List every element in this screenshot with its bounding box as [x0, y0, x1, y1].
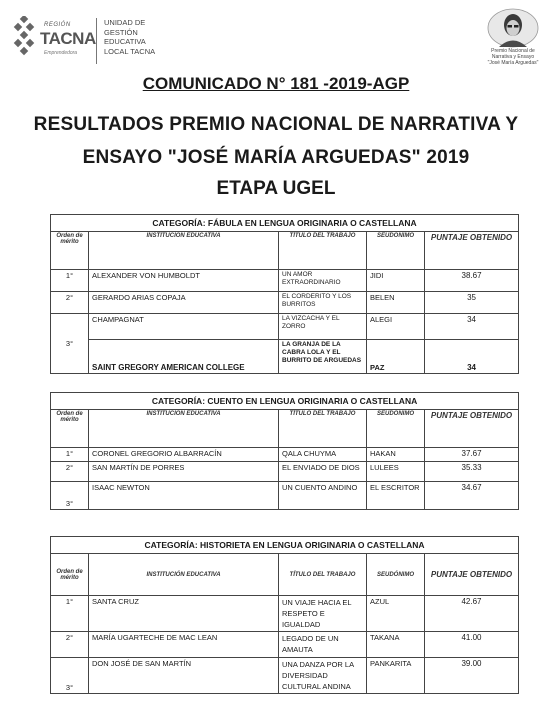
- letterhead: [0, 0, 552, 72]
- col-header-institucion: INSTITUCIÓN EDUCATIVA: [89, 410, 279, 448]
- col-header-seudonimo: SEUDÓNIMO: [367, 410, 425, 448]
- region-logo-icon: [12, 16, 36, 56]
- col-header-puntaje: PUNTAJE OBTENIDO: [425, 232, 519, 270]
- region-name: TACNA: [40, 29, 96, 48]
- stage-heading: ETAPA UGEL: [216, 178, 336, 199]
- results-table-fabula: [50, 214, 519, 374]
- col-header-seudonimo: SEUDÓNIMO: [367, 554, 425, 596]
- table-row: 1° ALEXANDER VON HUMBOLDT UN AMOR EXTRAORDINARIO JIDI 38.67: [51, 270, 519, 292]
- ugel-name: UNIDAD DE GESTIÓN EDUCATIVA LOCAL TACNA: [104, 18, 156, 56]
- results-table-cuento: [50, 392, 519, 510]
- arguedas-portrait-icon: [487, 8, 539, 48]
- region-label-small: REGIÓN: [44, 22, 71, 28]
- col-header-titulo: TÍTULO DEL TRABAJO: [279, 554, 367, 596]
- table-row: 2° SAN MARTÍN DE PORRES EL ENVIADO DE DIOS LULEES 35.33: [51, 462, 519, 482]
- table-row: 1° CORONEL GREGORIO ALBARRACÍN QALA CHUYMA HAKAN 37.67: [51, 448, 519, 462]
- header-divider: [96, 18, 97, 64]
- col-header-orden: Orden de mérito: [51, 232, 89, 270]
- region-tagline: Emprendedora: [44, 50, 78, 56]
- col-header-titulo: TÍTULO DEL TRABAJO: [279, 232, 367, 270]
- prize-caption: Premio Nacional de Narrativa y Ensayo "José María Arguedas": [487, 48, 539, 66]
- category-title: CATEGORÍA: HISTORIETA EN LENGUA ORIGINARIA O CASTELLANA: [51, 537, 519, 554]
- communique-number: COMUNICADO N° 181 -2019-AGP: [142, 74, 410, 93]
- col-header-institucion: INSTITUCIÓN EDUCATIVA: [89, 554, 279, 596]
- col-header-puntaje: PUNTAJE OBTENIDO: [425, 410, 519, 448]
- table-row: 1° SANTA CRUZ UN VIAJE HACIA EL RESPETO E IGUALDAD AZUL 42.67: [51, 596, 519, 632]
- table-row: 2° MARÍA UGARTECHE DE MAC LEAN LEGADO DE UN AMAUTA TAKANA 41.00: [51, 632, 519, 658]
- col-header-orden: Orden de mérito: [51, 410, 89, 448]
- results-table-historieta: [50, 536, 519, 694]
- category-title: CATEGORÍA: FÁBULA EN LENGUA ORIGINARIA O CASTELLANA: [51, 215, 519, 232]
- table-row: 2° GERARDO ARIAS COPAJA EL CORDERITO Y LOS BURRITOS BELEN 35: [51, 292, 519, 314]
- col-header-puntaje: PUNTAJE OBTENIDO: [425, 554, 519, 596]
- table-row: 3° DON JOSÉ DE SAN MARTÍN UNA DANZA POR LA DIVERSIDAD CULTURAL ANDINA PANKARITA 39.00: [51, 658, 519, 694]
- page-title: RESULTADOS PREMIO NACIONAL DE NARRATIVA Y ENSAYO "JOSÉ MARÍA ARGUEDAS" 2019: [33, 114, 519, 168]
- col-header-seudonimo: SEUDÓNIMO: [367, 232, 425, 270]
- table-row: 3° CHAMPAGNAT LA VIZCACHA Y EL ZORRO ALEGI 34: [51, 314, 519, 340]
- col-header-orden: Orden de mérito: [51, 554, 89, 596]
- category-title: CATEGORÍA: CUENTO EN LENGUA ORIGINARIA O CASTELLANA: [51, 393, 519, 410]
- table-row: SAINT GREGORY AMERICAN COLLEGE LA GRANJA DE LA CABRA LOLA Y EL BURRITO DE ARGUEDAS PAZ 34: [51, 340, 519, 374]
- table-row: 3° ISAAC NEWTON UN CUENTO ANDINO EL ESCRITOR 34.67: [51, 482, 519, 510]
- col-header-titulo: TÍTULO DEL TRABAJO: [279, 410, 367, 448]
- col-header-institucion: INSTITUCIÓN EDUCATIVA: [89, 232, 279, 270]
